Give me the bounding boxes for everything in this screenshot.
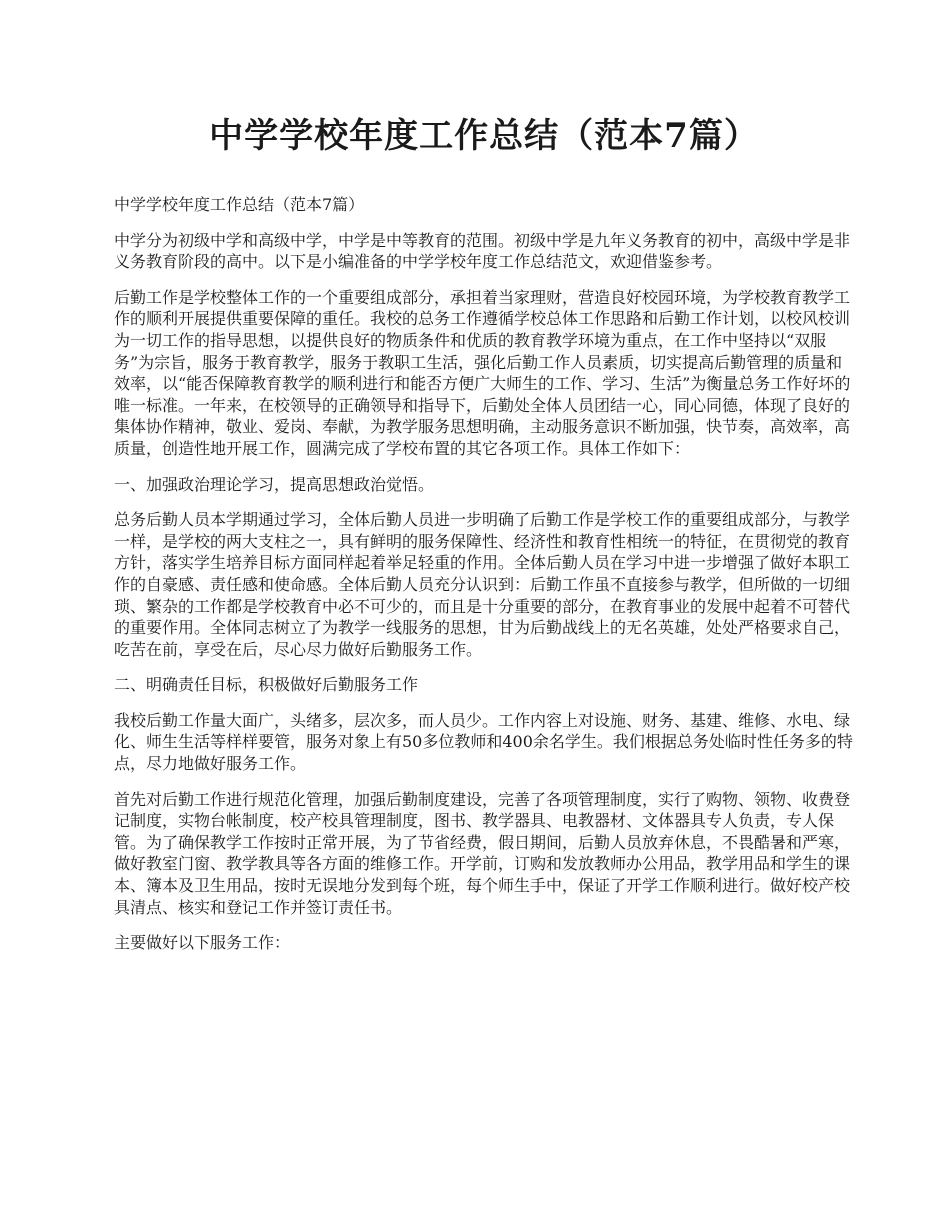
- section-heading-2: 二、明确责任目标，积极做好后勤服务工作: [114, 675, 419, 695]
- section-heading-1: 一、加强政治理论学习，提高思想政治觉悟。: [114, 474, 435, 494]
- intro-paragraph: 中学分为初级中学和高级中学，中学是中等教育的范围。初级中学是九年义务教育的初中，高级中学是非义务教育阶段的高中。以下是小编准备的中学学校年度工作总结范文，欢迎借鉴参考。: [114, 230, 851, 272]
- body-paragraph-2: 总务后勤人员本学期通过学习，全体后勤人员进一步明确了后勤工作是学校工作的重要组成部分，与教学一样，是学校的两大支柱之一，具有鲜明的服务保障性、经济性和教育性相统一的特征，在贯彻党的教育方针，落实学生培养目标方面同样起着举足轻重的作用。全体后勤人员在学习中进一步增强了做好本职工作的自豪感、责任感和使命感。全体后勤人员充分认识到：后勤工作虽不直接参与教学，但所做的一切细琐、繁杂的工作都是学校教育中必不可少的，而且是十分重要的部分，在教育事业的发展中起着不可替代的重要作用。全体同志树立了为教学一线服务的思想，甘为后勤战线上的无名英雄，处处严格要求自己，吃苦在前，享受在后，尽心尽力做好后勤服务工作。: [114, 510, 851, 659]
- body-paragraph-3: 我校后勤工作量大面广，头绪多，层次多，而人员少。工作内容上对设施、财务、基建、维修、水电、绿化、师生生活等样样要管，服务对象上有50多位教师和400余名学生。我们根据总务处临时性任务多的特点，尽力地做好服务工作。: [114, 710, 853, 774]
- document-page: [114, 112, 854, 968]
- closing-line: 主要做好以下服务工作：: [114, 933, 291, 953]
- document-title: 中学学校年度工作总结（范本7篇）: [209, 116, 759, 156]
- document-subtitle: 中学学校年度工作总结（范本7篇）: [114, 195, 365, 214]
- body-paragraph-1: 后勤工作是学校整体工作的一个重要组成部分，承担着当家理财，营造良好校园环境，为学校教育教学工作的顺利开展提供重要保障的重任。我校的总务工作遵循学校总体工作思路和后勤工作计划，以校风校训为一切工作的指导思想，以提供良好的物质条件和优质的教育教学环境为重点，在工作中坚持以“双服务”为宗旨，服务于教育教学，服务于教职工生活，强化后勤工作人员素质，切实提高后勤管理的质量和效率，以“能否保障教育教学的顺利进行和能否方便广大师生的工作、学习、生活”为衡量总务工作好坏的唯一标准。一年来，在校领导的正确领导和指导下，后勤处全体人员团结一心，同心同德，体现了良好的集体协作精神，敬业、爱岗、奉献，为教学服务思想明确，主动服务意识不断加强，快节奏，高效率，高质量，创造性地开展工作，圆满完成了学校布置的其它各项工作。具体工作如下：: [114, 287, 851, 458]
- body-paragraph-4: 首先对后勤工作进行规范化管理，加强后勤制度建设，完善了各项管理制度，实行了购物、领物、收费登记制度，实物台帐制度，校产校具管理制度，图书、教学器具、电教器材、文体器具专人负责，专人保管。为了确保教学工作按时正常开展，为了节省经费，假日期间，后勤人员放弃休息，不畏酷暑和严寒，做好教室门窗、教学教具等各方面的维修工作。开学前，订购和发放教师办公用品，教学用品和学生的课本、簿本及卫生用品，按时无误地分发到每个班，每个师生手中，保证了开学工作顺利进行。做好校产校具清点、核实和登记工作并签订责任书。: [114, 789, 851, 917]
